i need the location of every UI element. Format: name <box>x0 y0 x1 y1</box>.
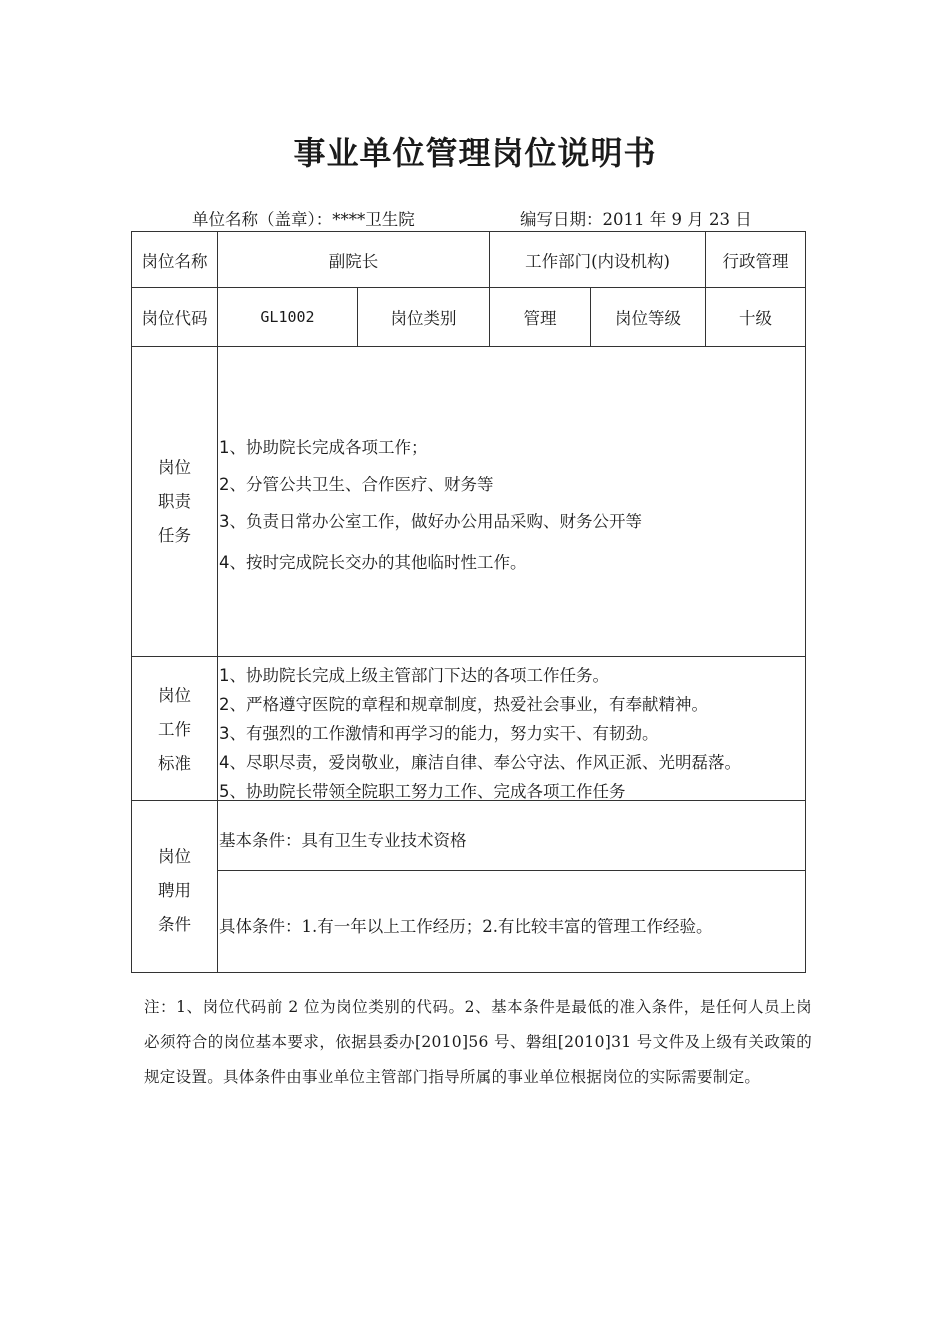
item-number: 5 <box>219 782 230 801</box>
item-number: 4 <box>219 753 230 772</box>
list-item <box>219 508 642 532</box>
item-text: 、协助院长完成各项工作； <box>229 438 428 457</box>
item-text: 、分管公共卫生、合作医疗、财务等 <box>229 475 494 494</box>
item-number: 2 <box>219 695 230 714</box>
compile-date: 编写日期：2011 年 9 月 23 日 <box>520 210 752 229</box>
label-department: 工作部门(内设机构) <box>525 251 670 271</box>
item-text: 、严格遵守医院的章程和规章制度，热爱社会事业，有奉献精神。 <box>229 695 708 714</box>
value-position-code: GL1002 <box>260 308 315 326</box>
label-line: 职责 <box>158 491 191 511</box>
value-position-grade: 十级 <box>739 309 772 328</box>
item-number: 4 <box>219 553 230 572</box>
list-item <box>219 749 741 773</box>
basic-conditions: 基本条件：具有卫生专业技术资格 <box>219 831 467 850</box>
label-duties <box>131 346 218 657</box>
label-line: 岗位 <box>158 457 191 477</box>
label-position-name: 岗位名称 <box>141 251 208 271</box>
table-row-divider <box>131 656 806 657</box>
item-text: 、按时完成院长交办的其他临时性工作。 <box>229 553 527 572</box>
table-row-divider <box>217 870 806 871</box>
label-position-code: 岗位代码 <box>141 309 208 328</box>
list-item <box>219 720 659 744</box>
item-text: 、负责日常办公室工作，做好办公用品采购、财务公开等 <box>229 512 642 531</box>
label-line: 聘用 <box>158 880 191 900</box>
label-line: 标准 <box>158 753 191 773</box>
item-number: 3 <box>219 724 230 743</box>
label-line: 任务 <box>158 525 191 545</box>
list-item <box>219 549 527 573</box>
label-position-category: 岗位类别 <box>390 309 457 328</box>
item-number: 2 <box>219 475 230 494</box>
label-position-grade: 岗位等级 <box>615 309 681 328</box>
item-number: 1 <box>219 666 230 685</box>
list-item <box>219 434 428 458</box>
label-hiring-conditions <box>131 838 218 943</box>
label-line: 岗位 <box>158 685 191 705</box>
label-line: 工作 <box>158 719 191 739</box>
item-number: 1 <box>219 438 230 457</box>
table-border-bottom <box>131 972 806 973</box>
list-item <box>219 778 626 802</box>
item-text: 、协助院长完成上级主管部门下达的各项工作任务。 <box>229 666 609 685</box>
label-work-standards <box>131 681 218 778</box>
footnote: 注：1、岗位代码前 2 位为岗位类别的代码。2、基本条件是最低的准入条件，是任何人员上岗必须符合的岗位基本要求，依据县委办[2010]56 号、磐组[2010]31 号文件及上级有关政策的规定设置。具体条件由事业单位主管部门指导所属的事业单位根据岗位的实际需要制定。 <box>144 998 812 1086</box>
list-item <box>219 691 708 715</box>
list-item <box>219 662 609 686</box>
item-text: 、协助院长带领全院职工努力工作、完成各项工作任务 <box>229 782 626 801</box>
unit-name: 单位名称（盖章）：****卫生院 <box>192 210 415 229</box>
item-number: 3 <box>219 512 230 531</box>
value-department: 行政管理 <box>722 251 789 271</box>
label-line: 条件 <box>158 914 191 934</box>
specific-conditions: 具体条件：1.有一年以上工作经历；2.有比较丰富的管理工作经验。 <box>219 917 713 936</box>
list-item <box>219 471 494 495</box>
value-position-name: 副院长 <box>328 251 379 271</box>
document-title: 事业单位管理岗位说明书 <box>293 134 657 172</box>
item-text: 、有强烈的工作激情和再学习的能力，努力实干、有韧劲。 <box>229 724 659 743</box>
item-text: 、尽职尽责，爱岗敬业，廉洁自律、奉公守法、作风正派、光明磊落。 <box>229 753 741 772</box>
label-line: 岗位 <box>158 846 191 866</box>
value-position-category: 管理 <box>523 309 557 328</box>
